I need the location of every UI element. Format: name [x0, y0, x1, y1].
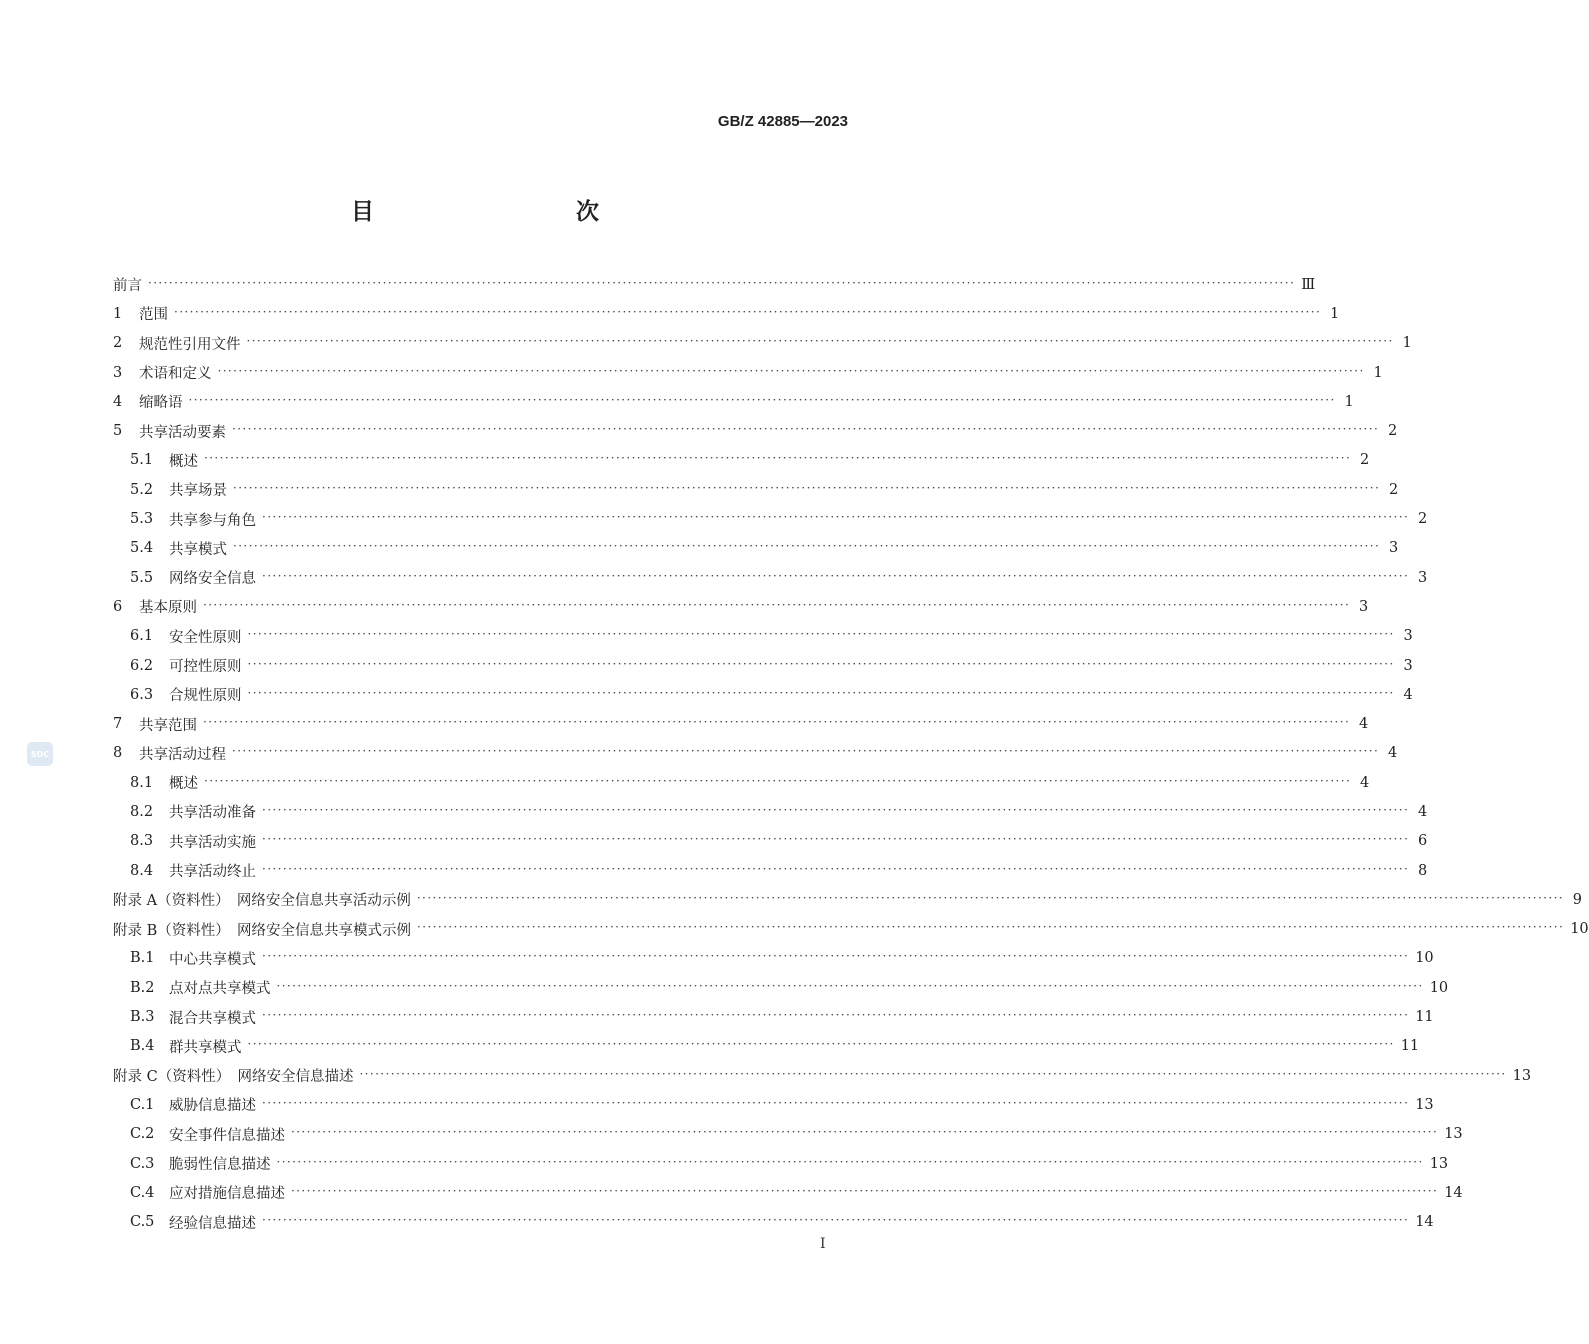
toc-entry[interactable] — [113, 739, 1398, 768]
toc-entry-page: 2 — [1359, 452, 1370, 469]
toc-entry[interactable] — [113, 856, 1428, 885]
toc-entry-page: 13 — [1415, 1096, 1434, 1113]
toc-entry-label: 共享活动终止 — [169, 864, 256, 881]
toc-entry-label: 群共享模式 — [169, 1039, 242, 1056]
toc-leader-dots: ···························································································································································································································· — [247, 627, 1395, 642]
toc-entry[interactable] — [113, 504, 1428, 533]
toc-entry-page: 4 — [1359, 774, 1370, 791]
toc-entry-label: 共享模式 — [169, 541, 227, 558]
toc-leader-dots: ···························································································································································································································· — [247, 685, 1395, 700]
toc-entry-number: 5.3 — [130, 511, 154, 528]
toc-entry-label: 共享场景 — [169, 483, 227, 500]
toc-entry-page: 1 — [1373, 364, 1383, 381]
toc-entry-label: 应对措施信息描述 — [169, 1186, 285, 1203]
toc-leader-dots: ···························································································································································································································· — [247, 1037, 1395, 1052]
toc-entry-page: 2 — [1388, 481, 1399, 498]
toc-leader-dots: ···························································································································································································································· — [262, 832, 1410, 847]
toc-entry-page: 9 — [1572, 891, 1583, 908]
toc-entry-page: 3 — [1388, 540, 1399, 557]
toc-entry-number: 8.2 — [130, 803, 154, 820]
toc-entry-page: 10 — [1570, 921, 1589, 938]
toc-leader-dots: ···························································································································································································································· — [276, 978, 1424, 993]
toc-entry-number: 5 — [113, 423, 123, 440]
toc-entry[interactable] — [113, 358, 1383, 387]
toc-leader-dots: ···························································································································································································································· — [359, 1066, 1507, 1081]
toc-entry-label: 范围 — [139, 307, 168, 324]
toc-entry-label: 术语和定义 — [139, 366, 212, 383]
toc-entry[interactable] — [113, 797, 1428, 826]
toc-entry-label: 共享范围 — [139, 717, 197, 734]
toc-entry-number: 8.1 — [130, 774, 154, 791]
toc-entry-number: B.4 — [130, 1038, 155, 1055]
toc-entry-page: 10 — [1429, 979, 1449, 996]
toc-entry-label: 共享活动过程 — [139, 746, 226, 763]
toc-entry-label: 附录 C（资料性） 网络安全信息描述 — [113, 1069, 354, 1086]
toc-entry-label: 经验信息描述 — [169, 1215, 256, 1232]
toc-entry[interactable] — [113, 680, 1413, 709]
toc-entry[interactable] — [113, 827, 1428, 856]
toc-entry-number: 4 — [113, 393, 123, 410]
toc-leader-dots: ···························································································································································································································· — [174, 304, 1322, 319]
toc-entry[interactable] — [113, 446, 1370, 475]
toc-entry-number: 8.4 — [130, 862, 154, 879]
standard-code: GB/Z 42885—2023 — [717, 113, 848, 130]
toc-entry-label: 前言 — [113, 278, 142, 295]
toc-entry[interactable] — [113, 534, 1399, 563]
toc-entry[interactable] — [113, 1120, 1463, 1149]
toc-entry-page: 14 — [1415, 1214, 1434, 1231]
toc-leader-dots: ···························································································································································································································· — [232, 422, 1380, 437]
toc-entry-number: 6.2 — [130, 657, 154, 674]
toc-leader-dots: ···························································································································································································································· — [276, 1154, 1424, 1169]
toc-entry-number: B.3 — [130, 1009, 155, 1026]
toc-entry-page: 3 — [1403, 628, 1413, 645]
toc-entry-label: 脆弱性信息描述 — [169, 1157, 271, 1174]
toc-entry-page: 4 — [1358, 716, 1369, 733]
toc-entry-number: 6.1 — [130, 628, 154, 645]
toc-entry-label: 可控性原则 — [169, 659, 242, 675]
toc-leader-dots: ···························································································································································································································· — [232, 744, 1380, 759]
toc-entry[interactable] — [113, 299, 1340, 328]
toc-leader-dots: ···························································································································································································································· — [291, 1183, 1439, 1198]
toc-entry-label: 点对点共享模式 — [169, 981, 271, 998]
toc-entry-label: 共享活动要素 — [139, 424, 226, 441]
toc-entry-label: 安全性原则 — [169, 629, 242, 646]
toc-entry-label: 概述 — [169, 776, 198, 793]
toc-entry[interactable] — [113, 1002, 1434, 1031]
toc-entry-page: 11 — [1400, 1038, 1420, 1055]
toc-entry[interactable] — [113, 416, 1398, 445]
page-title: 目 次 — [351, 198, 651, 225]
toc-entry[interactable] — [113, 915, 1589, 944]
toc-entry-page: 4 — [1417, 803, 1428, 820]
toc-entry[interactable] — [113, 944, 1434, 973]
toc-entry-number: 1 — [113, 305, 123, 322]
toc-entry-number: C.2 — [130, 1126, 155, 1143]
toc-entry[interactable] — [113, 1032, 1420, 1061]
toc-entry-number: 6 — [113, 598, 123, 615]
toc-entry[interactable] — [113, 475, 1399, 504]
toc-entry-label: 威胁信息描述 — [169, 1098, 256, 1115]
toc-entry-page: 6 — [1417, 833, 1428, 850]
toc-entry-page: 11 — [1415, 1009, 1434, 1026]
toc-entry-label: 附录 B（资料性） 网络安全信息共享模式示例 — [113, 922, 412, 939]
toc-entry-number: C.1 — [130, 1096, 155, 1113]
toc-entry[interactable] — [113, 768, 1370, 797]
toc-entry-page: 3 — [1417, 569, 1428, 586]
toc-entry[interactable] — [113, 709, 1369, 738]
toc-entry-page: 4 — [1403, 686, 1413, 703]
toc-entry-page: 8 — [1417, 862, 1428, 879]
toc-entry-label: 共享活动实施 — [169, 834, 256, 851]
toc-entry[interactable] — [113, 622, 1413, 651]
toc-entry-page: 1 — [1402, 335, 1412, 352]
toc-entry-number: 8.3 — [130, 833, 154, 850]
toc-entry[interactable] — [113, 973, 1449, 1002]
toc-entry-number: C.4 — [130, 1184, 155, 1201]
toc-entry-page: 10 — [1415, 950, 1434, 967]
toc-entry-number: 7 — [113, 716, 123, 733]
toc-entry-number: 3 — [113, 364, 123, 381]
toc-entry-page: 13 — [1444, 1126, 1463, 1143]
toc-entry-label: 共享活动准备 — [169, 805, 256, 822]
toc-leader-dots: ···························································································································································································································· — [262, 510, 1410, 525]
toc-entry-label: 混合共享模式 — [169, 1010, 256, 1027]
toc-leader-dots: ···························································································································································································································· — [262, 1008, 1410, 1023]
toc-entry[interactable] — [113, 270, 1316, 299]
page-number: Ⅰ — [820, 1236, 826, 1252]
toc-leader-dots: ···························································································································································································································· — [203, 715, 1351, 730]
toc-entry-number: B.1 — [130, 950, 155, 967]
toc-entry[interactable] — [113, 1178, 1463, 1207]
toc-leader-dots: ···························································································································································································································· — [262, 568, 1410, 583]
toc-entry-label: 基本原则 — [139, 600, 197, 617]
toc-entry-label: 概述 — [169, 453, 198, 470]
toc-entry-page: 13 — [1512, 1067, 1532, 1084]
toc-entry-label: 安全事件信息描述 — [169, 1127, 285, 1144]
watermark-logo-icon: SDC — [27, 742, 53, 766]
toc-entry-label: 网络安全信息 — [169, 571, 256, 588]
toc-leader-dots: ···························································································································································································································· — [217, 363, 1365, 378]
toc-entry-label: 共享参与角色 — [169, 512, 256, 529]
toc-leader-dots: ···························································································································································································································· — [233, 480, 1381, 495]
toc-leader-dots: ···························································································································································································································· — [291, 1125, 1439, 1140]
toc-leader-dots: ···························································································································································································································· — [262, 949, 1410, 964]
toc-entry-page: 1 — [1329, 305, 1340, 322]
toc-entry-number: 5.2 — [130, 481, 154, 498]
toc-entry-page: 3 — [1403, 657, 1413, 674]
toc-entry-page: 3 — [1358, 598, 1369, 615]
toc-entry-number: 5.1 — [130, 452, 154, 469]
toc-entry-number: 6.3 — [130, 686, 154, 703]
toc-entry[interactable] — [113, 387, 1354, 416]
toc-entry-page: 4 — [1387, 745, 1398, 762]
toc-leader-dots: ···························································································································································································································· — [188, 392, 1336, 407]
toc-entry-label: 合规性原则 — [169, 688, 242, 705]
toc-leader-dots: ···························································································································································································································· — [233, 539, 1381, 554]
toc-entry-number: 2 — [113, 335, 123, 352]
toc-leader-dots: ···························································································································································································································· — [262, 1213, 1410, 1228]
toc-entry[interactable] — [113, 592, 1369, 621]
toc-entry-number: 8 — [113, 745, 123, 762]
toc-leader-dots: ···························································································································································································································· — [246, 334, 1394, 349]
toc-entry[interactable] — [113, 1090, 1434, 1119]
toc-entry-page: 2 — [1387, 423, 1398, 440]
toc-leader-dots: ···························································································································································································································· — [148, 275, 1296, 290]
toc-leader-dots: ···························································································································································································································· — [417, 920, 1565, 935]
toc-entry-number: C.5 — [130, 1214, 155, 1231]
toc-leader-dots: ···························································································································································································································· — [262, 802, 1410, 817]
toc-entry-label: 中心共享模式 — [169, 951, 256, 968]
toc-leader-dots: ···························································································································································································································· — [203, 597, 1351, 612]
toc-entry-label: 缩略语 — [139, 395, 183, 412]
toc-leader-dots: ···························································································································································································································· — [262, 861, 1410, 876]
toc-entry-number: C.3 — [130, 1155, 155, 1172]
toc-entry[interactable] — [113, 1208, 1434, 1237]
toc-leader-dots: ···························································································································································································································· — [204, 773, 1352, 788]
toc-entry-page: 2 — [1417, 511, 1428, 528]
toc-entry-number: 5.4 — [130, 540, 154, 557]
toc-leader-dots: ···························································································································································································································· — [416, 890, 1565, 905]
toc-leader-dots: ···························································································································································································································· — [247, 656, 1395, 671]
toc-entry-page: 13 — [1429, 1155, 1449, 1172]
toc-entry-page: 1 — [1344, 393, 1354, 410]
toc-entry[interactable] — [113, 329, 1412, 358]
toc-leader-dots: ···························································································································································································································· — [262, 1095, 1410, 1110]
toc-entry-number: 5.5 — [130, 569, 154, 586]
table-of-contents — [113, 270, 1589, 1237]
toc-entry[interactable] — [113, 651, 1413, 680]
toc-leader-dots: ···························································································································································································································· — [204, 451, 1352, 466]
toc-entry-page: Ⅲ — [1301, 276, 1316, 293]
toc-entry-label: 规范性引用文件 — [139, 336, 241, 353]
toc-entry-label: 附录 A（资料性） 网络安全信息共享活动示例 — [113, 893, 411, 910]
toc-entry-number: B.2 — [130, 979, 155, 996]
toc-entry[interactable] — [113, 1061, 1532, 1090]
toc-entry[interactable] — [113, 563, 1428, 592]
toc-entry[interactable] — [113, 885, 1583, 914]
toc-entry-page: 14 — [1444, 1184, 1463, 1201]
toc-entry[interactable] — [113, 1149, 1449, 1178]
